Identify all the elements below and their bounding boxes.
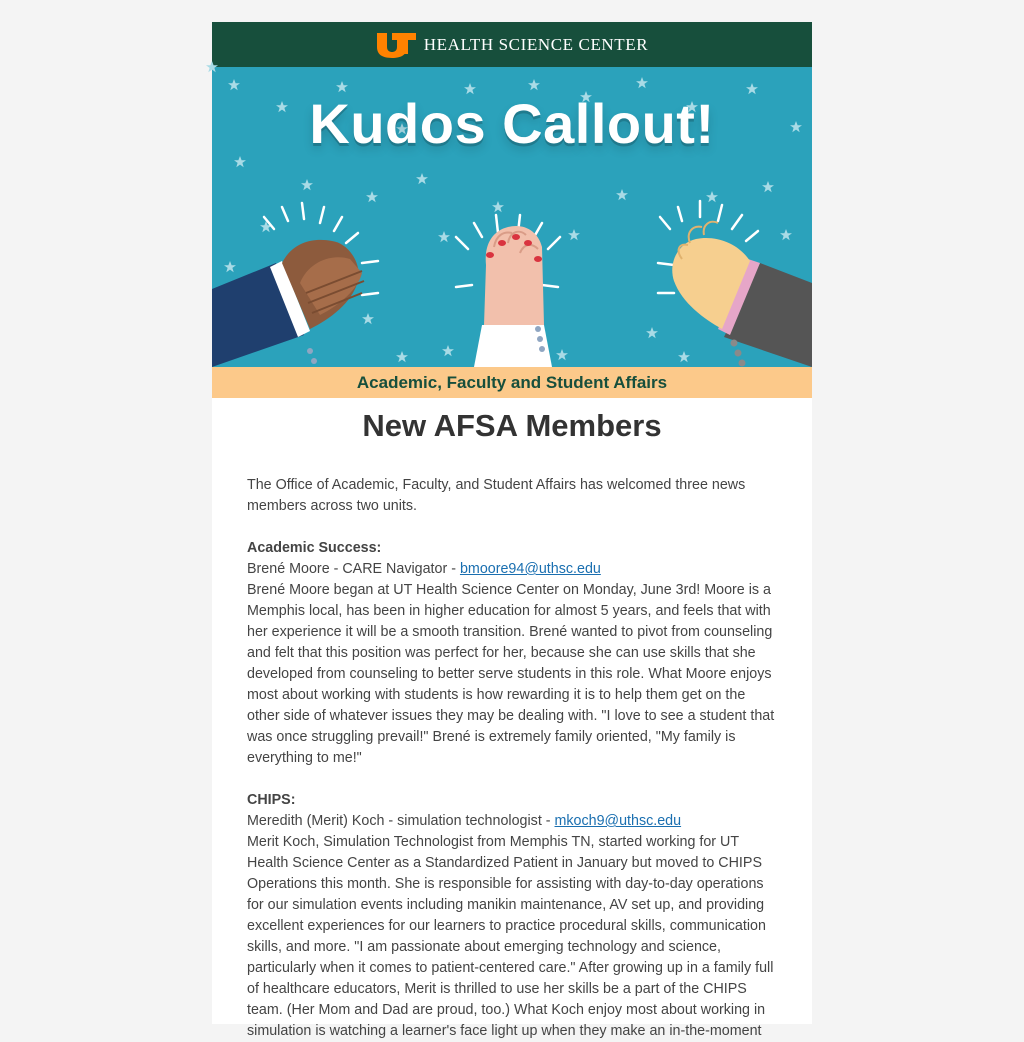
email-link[interactable]: mkoch9@uthsc.edu: [554, 813, 682, 829]
section-heading-chips: CHIPS:: [247, 792, 296, 808]
hero-image: [212, 67, 812, 367]
org-name: HEALTH SCIENCE CENTER: [423, 34, 649, 54]
member-bio: Brené Moore began at UT Health Science Center on Monday, June 3rd! Moore is a Memphis local, has been in higher education for almost 5 years, and feels that with her experience it will be a smooth transition. Brené wanted to pivot from counseling and felt that this position was perfect for her, because she can use skills that she developed from counseling to better serve students in this role. What Moore enjoys most about working with students is how rewarding it is to help them get on the other side of whatever issues they may be dealing with. "I love to see a student that was once struggling prevail!" Brené is extremely family oriented, "My family is everything to me!": [247, 582, 775, 766]
page-title: New AFSA Members: [362, 408, 662, 443]
center-hands: [474, 226, 552, 367]
member-name-title: Meredith (Merit) Koch - simulation technologist -: [247, 813, 555, 829]
member-bio: Merit Koch, Simulation Technologist from Memphis TN, started working for UT Health Science Center as a Standardized Patient in January but moved to CHIPS Operations this month. She is responsible for assisting with day-to-day operations for our simulation events including manikin maintenance, AV set up, and providing excellent experiences for our learners to practice procedural skills, communication skills, and more. "I am passionate about emerging technology and science, particularly when it comes to patient-centered care." After growing up in a family full of healthcare educators, Merit is thrilled to use her skills be a part of the CHIPS team. (Her Mom and Dad are proud, too.) What Koch enjoy most about working in simulation is watching a learner's face light up when they make an in-the-moment: [247, 834, 774, 1039]
department-banner: Academic, Faculty and Student Affairs: [212, 367, 812, 398]
email-link[interactable]: bmoore94@uthsc.edu: [459, 561, 601, 577]
ut-logo-icon[interactable]: [376, 32, 416, 58]
right-hands: [672, 222, 812, 367]
member-line: [247, 559, 777, 580]
intro-paragraph: The Office of Academic, Faculty, and Student Affairs has welcomed three news members across two units.: [247, 477, 746, 514]
email-container: [212, 22, 812, 1039]
member-name-title: Brené Moore - CARE Navigator -: [247, 561, 460, 577]
article-body: [247, 475, 777, 1042]
left-hands: [212, 240, 364, 367]
hero-title: Kudos Callout!: [309, 92, 715, 155]
section-heading-academic-success: Academic Success:: [247, 540, 382, 556]
header-bar: [212, 22, 812, 67]
member-line: [247, 811, 777, 832]
